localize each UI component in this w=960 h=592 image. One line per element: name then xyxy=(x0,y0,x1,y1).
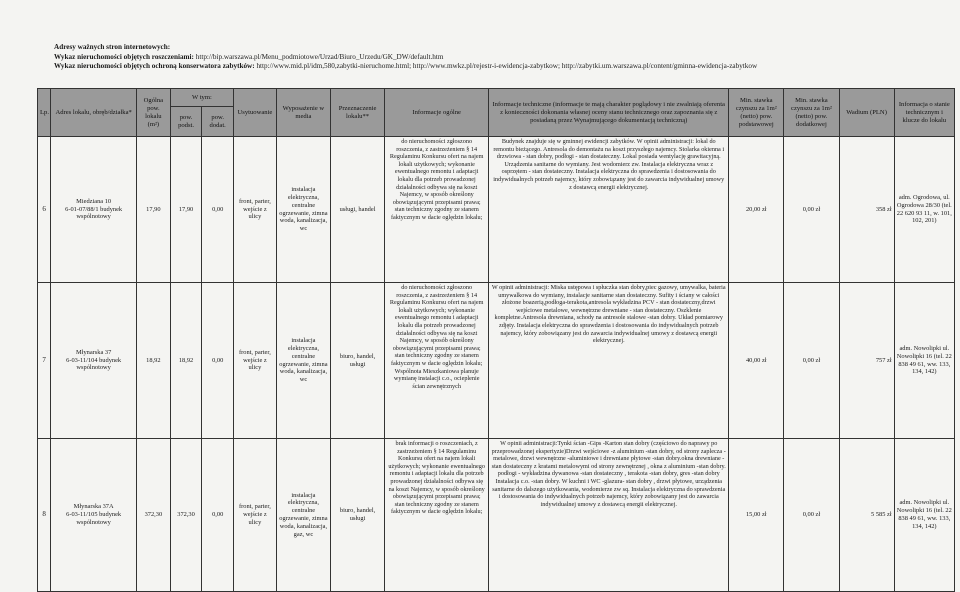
cell-location: front, parter, wejście z ulicy xyxy=(234,283,277,439)
header-of-which: W tym: xyxy=(170,89,233,107)
cell-total-area: 372,30 xyxy=(137,439,171,592)
header-area-extra: pow. dodat. xyxy=(202,107,234,137)
cell-lp: 8 xyxy=(38,439,51,592)
cell-equipment: instalacja elektryczna, centralne ogrzewanie, zimna woda, kanalizacja, gaz, wc xyxy=(276,439,330,592)
cell-purpose: biuro, handel, usługi xyxy=(330,283,384,439)
header-min-rent-base: Min. stawka czynszu za 1m² (netto) pow. podstawowej xyxy=(729,89,784,137)
cell-inspection: adm. Ogrodowa, ul. Ogrodowa 28/30 (tel. 22 620 93 11, w. 101, 102, 201) xyxy=(894,137,954,283)
monuments-list-link[interactable]: http://www.mid.pl/idm,580,zabytki-nieruchome.html; http://www.mwkz.pl/rejestr-i-ewidencja-zabytkow; http://zabytki.um.warszawa.pl/content/gminna-ewidencja-zabytkow xyxy=(256,62,758,71)
cell-area-extra: 0,00 xyxy=(202,283,234,439)
header-general-info: Informacje ogólne xyxy=(385,89,489,137)
cell-address: Młynarska 37A 6-03-11/105 budynek wspólnotowy xyxy=(51,439,137,592)
premises-table xyxy=(37,88,955,592)
cell-total-area: 18,92 xyxy=(137,283,171,439)
claims-list-link[interactable]: http://bip.warszawa.pl/Menu_podmiotowe/Urzad/Biuro_Urzedu/GK_DW/default.htm xyxy=(195,52,444,61)
header-min-rent-extra: Min. stawka czynszu za 1m² (netto) pow. dodatkowej xyxy=(784,89,839,137)
cell-technical-info: Budynek znajduje się w gminnej ewidencji zabytków. W opinii administracji: lokal do remontu bieżącego. Antresola do demontażu na koszt przyszłego najemcy. Stolarka okienna i drzwiowa - stan dobry, podłogi - stan dostateczny. Lokal posiada wentylację grawitacyjną. Urządzenia sanitarne do wymiany. Jest wodomierz zw. Instalacja elektryczna wraz z osprzętem - stan dostateczny. Instalacja elektryczna do sprawdzenia i dostosowania do indywidualnych potrzeb najemcy, który zobowiązany jest do zawarcia indywidualnej umowy z dostawcą energii elektrycznej. xyxy=(489,137,729,283)
cell-area-ground: 372,30 xyxy=(170,439,202,592)
cell-address: Miedziana 10 6-01-07/88/1 budynek wspólnotowy xyxy=(51,137,137,283)
header-location: Usytuowanie xyxy=(234,89,277,137)
cell-location: front, parter, wejście z ulicy xyxy=(234,137,277,283)
cell-area-ground: 18,92 xyxy=(170,283,202,439)
header-total-area: Ogólna pow. lokalu (m²) xyxy=(137,89,171,137)
header-purpose: Przeznaczenie lokalu** xyxy=(330,89,384,137)
cell-min-rent-extra: 0,00 zł xyxy=(784,137,839,283)
links-heading: Adresy ważnych stron internetowych: xyxy=(54,43,171,51)
table-row xyxy=(38,283,955,439)
cell-total-area: 17,90 xyxy=(137,137,171,283)
cell-deposit: 358 zł xyxy=(839,137,894,283)
cell-equipment: instalacja elektryczna, centralne ogrzewanie, zimna woda, kanalizacja, wc xyxy=(276,283,330,439)
links-block xyxy=(54,43,757,72)
table-row xyxy=(38,137,955,283)
cell-inspection: adm. Nowolipki ul. Nowolipki 16 (tel. 22 838 49 61, ww. 133, 134, 142) xyxy=(894,439,954,592)
cell-address: Młynarska 37 6-03-11/104 budynek wspólnotowy xyxy=(51,283,137,439)
header-deposit: Wadium (PLN) xyxy=(839,89,894,137)
cell-location: front, parter, wejście z ulicy xyxy=(234,439,277,592)
cell-purpose: usługi, handel xyxy=(330,137,384,283)
cell-area-extra: 0,00 xyxy=(202,439,234,592)
header-inspection: Informacja o stanie technicznym i klucze do lokalu xyxy=(894,89,954,137)
cell-inspection: adm. Nowolipki ul. Nowolipki 16 (tel. 22 838 49 61, ww. 133, 134, 142) xyxy=(894,283,954,439)
header-area-ground: pow. podst. xyxy=(170,107,202,137)
header-address: Adres lokalu, obręb/działka* xyxy=(51,89,137,137)
cell-deposit: 5 585 zł xyxy=(839,439,894,592)
header-equipment: Wyposażenie w media xyxy=(276,89,330,137)
table-row xyxy=(38,439,955,592)
cell-min-rent-base: 15,00 zł xyxy=(729,439,784,592)
cell-general-info: brak informacji o roszczeniach, z zastrzeżeniem § 14 Regulaminu Konkursu ofert na najem lokali użytkowych; wykonanie ewentualnego remontu i adaptacji lokalu dla potrzeb prowadzonej działalności odbywa się na koszt Najemcy, w sposób określony obowiązującymi przepisami prawa; stan techniczny zgodny ze stanem faktycznym w dacie oględzin lokalu; xyxy=(385,439,489,592)
cell-general-info: do nieruchomości zgłoszono roszczenia, z zastrzeżeniem § 14 Regulaminu Konkursu ofert na najem lokali użytkowych; wykonanie ewentualnego remontu i adaptacji lokalu dla potrzeb prowadzonej działalności odbywa się na koszt Najemcy, w sposób określony obowiązującymi przepisami prawa; stan techniczny zgodny ze stanem faktycznym w dacie oględzin lokalu; xyxy=(385,137,489,283)
cell-lp: 6 xyxy=(38,137,51,283)
cell-equipment: instalacja elektryczna, centralne ogrzewanie, zimna woda, kanalizacja, wc xyxy=(276,137,330,283)
cell-purpose: biuro, handel, usługi xyxy=(330,439,384,592)
cell-min-rent-base: 40,00 zł xyxy=(729,283,784,439)
cell-technical-info: W opinii administracji: Miska ustępowa i spłuczka stan dobry,piec gazowy, umywalka, bateria umywalkowa do wymiany, instalacje sanitarne stan dostateczny. Sufity i ściany w całości złożone boazerią,podłoga-terakota,antresola wykładzina PCV - stan dostateczny,drzwi wejściowe metalowe, wewnętrzne drewniane - stan dostateczny. Oszklenie kompletne.Antresola drewniana, schody na antresole stalowe -stan dobry. Układ pomiarowy zdjęty. Instalacja elektryczna do sprawdzenia i dostosowania do indywidualnych potrzeb najemcy, który zobowiązany jest do zawarcia indywidualnej umowy z dostawcą energii elektrycznej. xyxy=(489,283,729,439)
header-lp: Lp. xyxy=(38,89,51,137)
cell-deposit: 757 zł xyxy=(839,283,894,439)
cell-area-extra: 0,00 xyxy=(202,137,234,283)
claims-list-label: Wykaz nieruchomości objętych roszczeniami: xyxy=(54,52,194,61)
cell-general-info: do nieruchomości zgłoszono roszczenia, z zastrzeżeniem § 14 Regulaminu Konkursu ofert na najem lokali użytkowych; wykonanie ewentualnego remontu i adaptacji lokalu dla potrzeb prowadzonej działalności odbywa się na koszt Najemcy, w sposób określony obowiązującymi przepisami prawa; stan techniczny zgodny ze stanem faktycznym w dacie oględzin lokalu; Wspólnota Mieszkaniowa planuje wymianę instalacji c.o., ocieplenie ścian zewnętrznych xyxy=(385,283,489,439)
header-technical-info: Informacje techniczne (informacje te mają charakter poglądowy i nie zwalniają oferenta z konieczności dokonania własnej oceny stanu technicznego oraz zapoznania się z posiadaną przez Wynajmującego dokumentacją techniczną) xyxy=(489,89,729,137)
cell-lp: 7 xyxy=(38,283,51,439)
cell-min-rent-base: 20,00 zł xyxy=(729,137,784,283)
cell-area-ground: 17,90 xyxy=(170,137,202,283)
cell-technical-info: W opinii administracji:Tynki ścian -Gips -Karton stan dobry (częściowo do naprawy po przeprowadzonej ekspertyzie)Drzwi wejściowe -z aluminium -stan dobry, od strony zaplecza -metalowe, drzwi wewnętrzne -aluminiowe i drewniane płytowe -stan dobry.okna drewniane -stan dostateczny z kratami metalowymi od strony zewnętrznej , okna z aluminium -stan dobry. podłogi - wykładzina dywanowa -stan dostateczny , terakota -stan dobry, gres -stan dobry Instalacja c.o. -stan dobry. W kuchni i WC -glazura- stan dobry , drzwi płytowe, urządzenia sanitarne do dalszego użytkowania, wodomierze zw sq. Instalacja elektryczna do sprawdzenia i dostosowania do indywidualnych potrzeb najemcy, który zobowiązany jest do zawarcia indywidualnej umowy z dostawcą energii elektrycznej. xyxy=(489,439,729,592)
cell-min-rent-extra: 0,00 zł xyxy=(784,439,839,592)
cell-min-rent-extra: 0,00 zł xyxy=(784,283,839,439)
monuments-list-label: Wykaz nieruchomości objętych ochroną konserwatora zabytków: xyxy=(54,62,255,71)
